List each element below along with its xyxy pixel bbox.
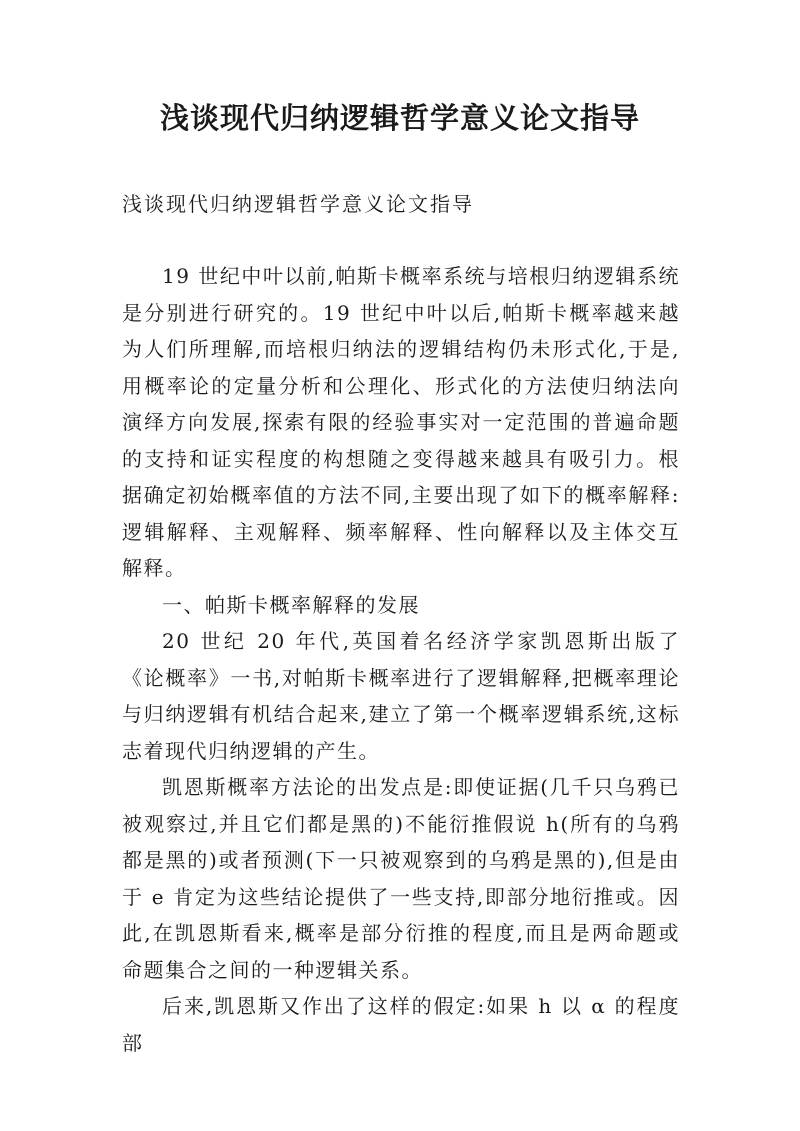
document-title: 浅谈现代归纳逻辑哲学意义论文指导 xyxy=(159,101,640,135)
paragraph-keynes-book: 20 世纪 20 年代,英国着名经济学家凯恩斯出版了《论概率》一书,对帕斯卡概率进行了逻辑解释,把概率理论与归纳逻辑有机结合起来,建立了第一个概率逻辑系统,这标志着现代归纳逻辑的产生。 xyxy=(122,629,680,763)
paragraph-keynes-assumption: 后来,凯恩斯又作出了这样的假定:如果 h 以 α 的程度部 xyxy=(122,994,680,1055)
paragraph-intro: 19 世纪中叶以前,帕斯卡概率系统与培根归纳逻辑系统是分别进行研究的。19 世纪中叶以后,帕斯卡概率越来越为人们所理解,而培根归纳法的逻辑结构仍未形式化,于是,用概率论的定量分析和公理化、形式化的方法使归纳法向演绎方向发展,探索有限的经验事实对一定范围的普遍命题的支持和证实程度的构想随之变得越来越具有吸引力。根据确定初始概率值的方法不同,主要出现了如下的概率解释:逻辑解释、主观解释、频率解释、性向解释以及主体交互解释。 xyxy=(122,264,680,580)
document-body xyxy=(122,258,680,1061)
document-subtitle: 浅谈现代归纳逻辑哲学意义论文指导 xyxy=(122,192,474,216)
paragraph-keynes-method: 凯恩斯概率方法论的出发点是:即使证据(几千只乌鸦已被观察过,并且它们都是黑的)不能衍推假说 h(所有的乌鸦都是黑的)或者预测(下一只被观察到的乌鸦是黑的),但是由于 e 肯定为这些结论提供了一些支持,即部分地衍推或。因此,在凯恩斯看来,概率是部分衍推的程度,而且是两命题或命题集合之间的一种逻辑关系。 xyxy=(122,775,680,982)
section-heading: 一、帕斯卡概率解释的发展 xyxy=(162,592,420,617)
